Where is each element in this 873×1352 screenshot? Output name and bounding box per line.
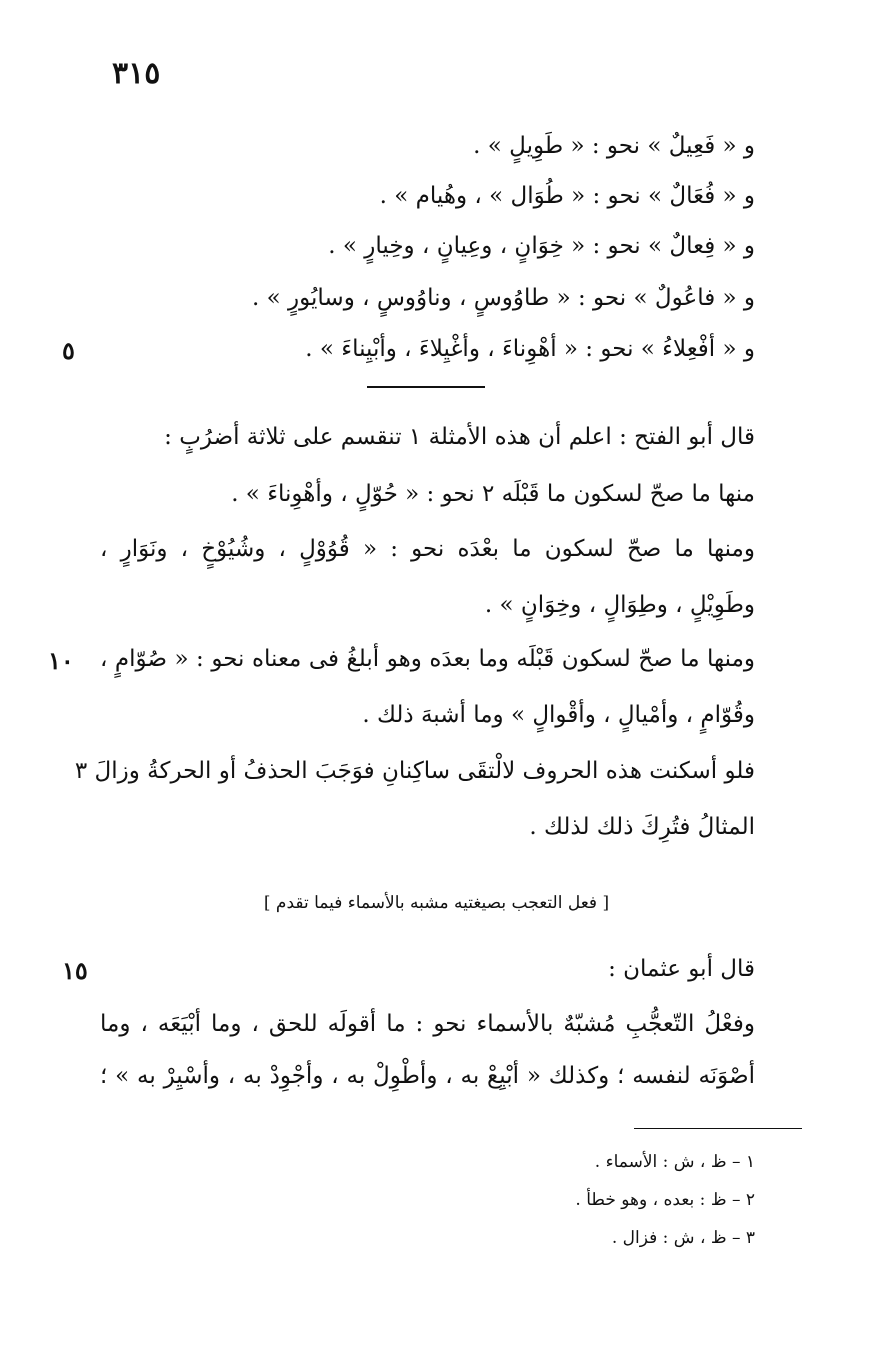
footnote-rule [634, 1128, 802, 1129]
section-intro: قال أبو عثمان : [608, 956, 755, 982]
paragraph-line: وطَوِيْلٍ ، وطِوَالٍ ، وخِوَانٍ » . [484, 592, 755, 618]
paragraph-line: منها ما صحّ لسكون ما قَبْلَه ٢ نحو : « حُوّلٍ ، وأهْوِناءَ » . [231, 481, 755, 507]
section-paragraph-line: وفعْلُ التّعجُّبِ مُشبّهٌ بالأسماء نحو : ما أقولَه للحق ، وما أبْيَعَه ، وما [100, 1011, 755, 1037]
footnote: ١ – ظ ، ش : الأسماء . [594, 1152, 755, 1172]
paragraph-line: ومنها ما صحّ لسكون قَبْلَه وما بعدَه وهو أبلغُ فى معناه نحو : « صُوّامٍ ، [100, 646, 755, 672]
paragraph-line: قال أبو الفتح : اعلم أن هذه الأمثلة ١ تنقسم على ثلاثة أضرُبٍ : [164, 424, 755, 450]
entry-line: و « فَعِيلٌ » نحو : « طَوِيلٍ » . [473, 133, 755, 159]
line-number: ١٥ [62, 956, 88, 985]
paragraph-line: فلو أسكنت هذه الحروف لالْتقَى ساكِنانِ فوَجَبَ الحذفُ أو الحركةُ وزالَ ٣ [74, 758, 755, 784]
paragraph-line: وقُوّامٍ ، وأمْيالٍ ، وأقْوالٍ » وما أشبهَ ذلك . [362, 702, 755, 728]
line-number: ٥ [62, 336, 75, 365]
paragraph-line: ومنها ما صحّ لسكون ما بعْدَه نحو : « قُوُوْلٍ ، وشُيُوْخٍ ، ونَوَارٍ ، [100, 536, 755, 562]
entry-line: و « فاعُولٌ » نحو : « طاوُوسٍ ، وناوُوسٍ ، وسايُورٍ » . [252, 285, 755, 311]
entry-line: و « فِعالٌ » نحو : « خِوَانٍ ، وعِيانٍ ، وخِيارٍ » . [328, 233, 755, 259]
entry-line: و « فُعَالٌ » نحو : « طُوَال » ، وهُيام » . [379, 183, 755, 209]
footnote: ٢ – ظ : بعده ، وهو خطأ . [575, 1190, 755, 1210]
separator-rule [367, 386, 485, 388]
line-number: ١٠ [48, 646, 74, 675]
footnote: ٣ – ظ ، ش : فزال . [611, 1228, 755, 1248]
entry-line: و « أفْعِلاءُ » نحو : « أهْوِناءَ ، وأغْيِلاءَ ، وأبْيِناءَ » . [305, 336, 755, 362]
section-heading: [ فعل التعجب بصيغتيه مشبه بالأسماء فيما تقدم ] [263, 893, 610, 913]
page-number: ٣١٥ [112, 56, 161, 91]
section-paragraph-line: أصْوَنَه لنفسه ؛ وكذلك « أبْيِعْ به ، وأطْوِلْ به ، وأجْوِدْ به ، وأسْيِرْ به » ؛ [100, 1063, 755, 1089]
paragraph-line: المثالُ فتُرِكَ ذلك لذلك . [529, 814, 755, 840]
